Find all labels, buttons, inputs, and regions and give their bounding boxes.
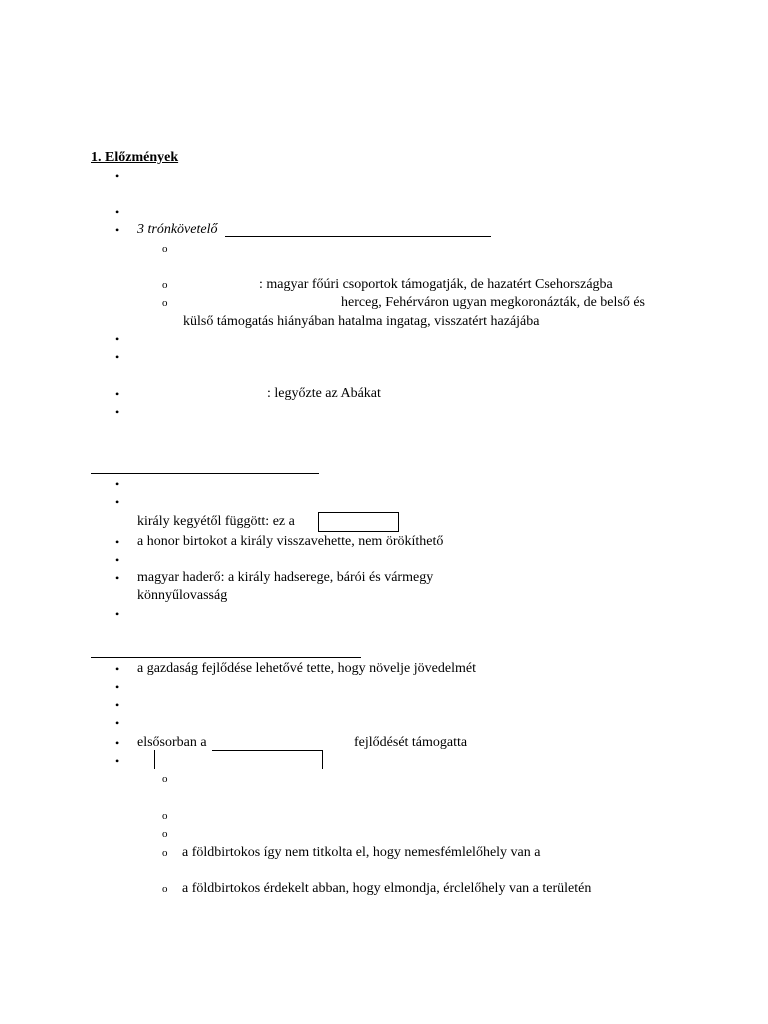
- bullet-marker: •: [115, 607, 120, 621]
- list-item-text: : legyőzte az Abákat: [267, 386, 381, 401]
- blank-line: [212, 750, 322, 751]
- blank-box-right-edge: [322, 750, 323, 769]
- bullet-marker: •: [115, 716, 120, 730]
- sub-bullet-marker: o: [162, 773, 168, 785]
- bullet-marker: •: [115, 571, 120, 585]
- sub-item-text: a földbirtokos érdekelt abban, hogy elmondja, érclelőhely van a területén: [182, 881, 592, 896]
- bullet-marker: •: [115, 662, 120, 676]
- list-item-text: a honor birtokot a király visszavehette, nem örökíthető: [137, 534, 444, 549]
- sub-bullet-marker: o: [162, 828, 168, 840]
- list-item-text: a gazdaság fejlődése lehetővé tette, hogy növelje jövedelmét: [137, 661, 476, 676]
- sub-item-text: : magyar főúri csoportok támogatják, de hazatért Csehországba: [259, 277, 613, 292]
- bullet-marker: •: [115, 680, 120, 694]
- section-title-line: [91, 473, 319, 474]
- bullet-marker: •: [115, 223, 120, 237]
- blank-box-left-edge: [154, 750, 155, 769]
- bullet-marker: •: [115, 553, 120, 567]
- bullet-marker: •: [115, 205, 120, 219]
- bullet-marker: •: [115, 350, 120, 364]
- sub-item-text: herceg, Fehérváron ugyan megkoronázták, de belső és: [341, 295, 645, 310]
- bullet-marker: •: [115, 477, 120, 491]
- list-item-text: magyar haderő: a király hadserege, bárói és vármegy: [137, 570, 434, 585]
- sub-bullet-marker: o: [162, 810, 168, 822]
- bullet-marker: •: [115, 535, 120, 549]
- bullet-marker: •: [115, 405, 120, 419]
- sub-bullet-marker: o: [162, 883, 168, 895]
- sub-bullet-marker: o: [162, 297, 168, 309]
- bullet-marker: •: [115, 169, 120, 183]
- blank-line: [225, 236, 491, 237]
- sub-item-text: a földbirtokos így nem titkolta el, hogy nemesfémlelőhely van a: [182, 845, 541, 860]
- section-heading: 1. Előzmények: [91, 150, 179, 165]
- bullet-marker: •: [115, 495, 120, 509]
- sub-bullet-marker: o: [162, 847, 168, 859]
- bullet-marker: •: [115, 387, 120, 401]
- list-item-text: fejlődését támogatta: [354, 735, 468, 750]
- list-item-text: király kegyétől függött: ez a: [137, 514, 295, 529]
- list-item-text: könnyűlovasság: [137, 588, 228, 603]
- sub-bullet-marker: o: [162, 279, 168, 291]
- bullet-marker: •: [115, 754, 120, 768]
- list-item-text: elsősorban a: [137, 735, 207, 750]
- bullet-marker: •: [115, 332, 120, 346]
- tronkovetelo-text: 3 trónkövetelő: [137, 222, 218, 237]
- blank-box: [318, 512, 399, 532]
- sub-bullet-marker: o: [162, 243, 168, 255]
- section-title-line: [91, 657, 361, 658]
- bullet-marker: •: [115, 736, 120, 750]
- sub-item-text: külső támogatás hiányában hatalma ingatag, visszatért hazájába: [183, 314, 540, 329]
- bullet-marker: •: [115, 698, 120, 712]
